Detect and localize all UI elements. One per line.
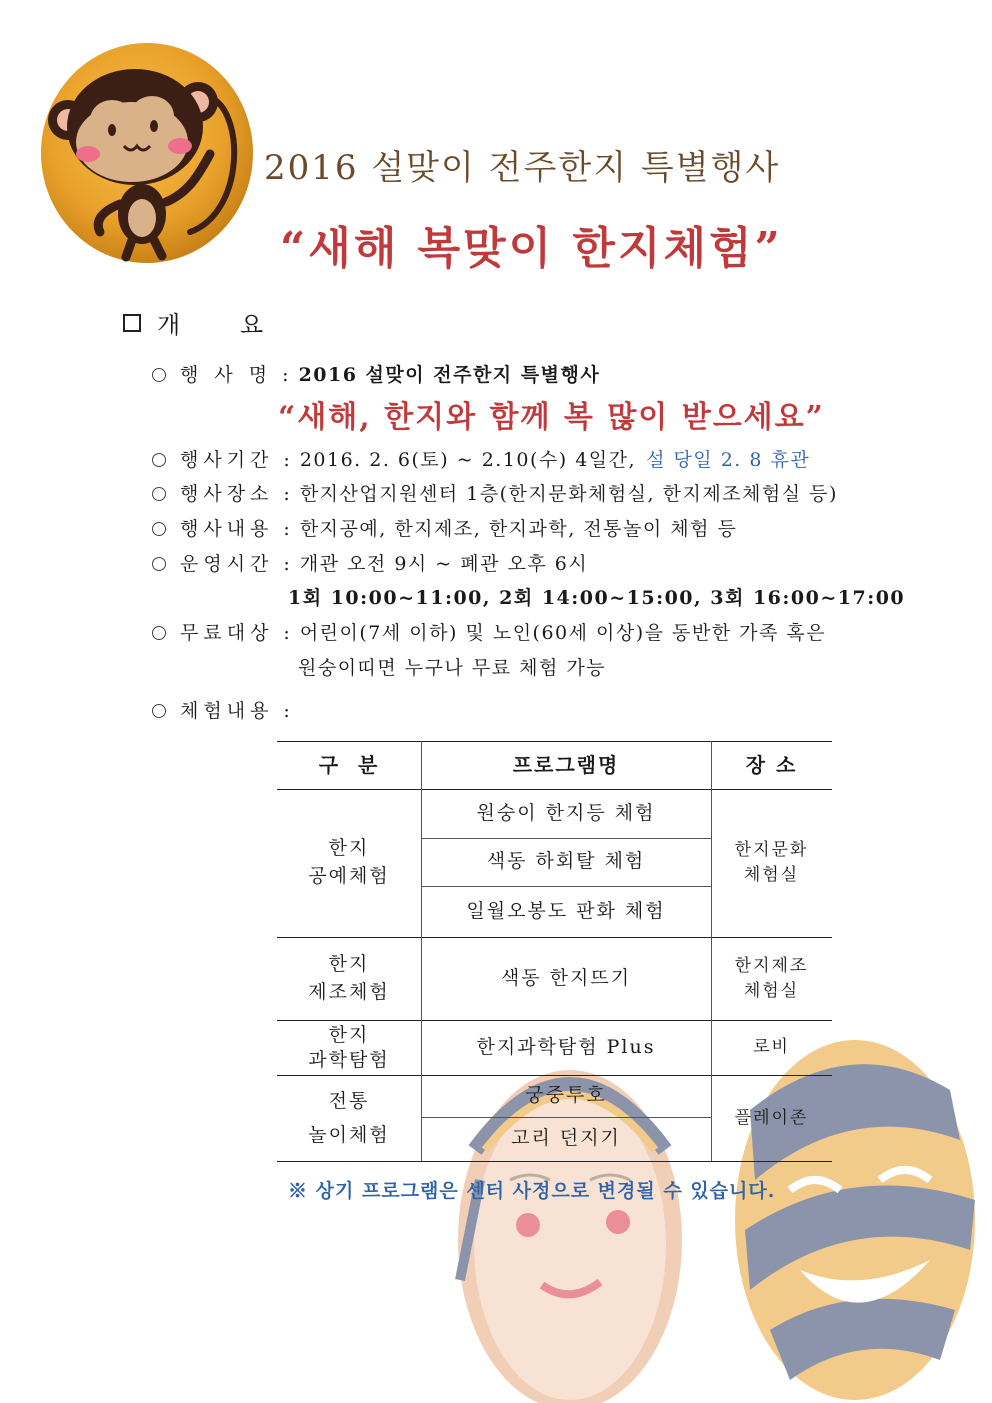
circle-bullet-icon: [152, 522, 166, 536]
overview-free: [152, 618, 826, 645]
table-category-cell: [277, 1075, 421, 1161]
circle-bullet-icon: [152, 557, 166, 571]
place-line: 체험실: [743, 980, 800, 1001]
event-title: 2016 설맞이 전주한지 특별행사: [264, 148, 781, 188]
free-value-continued: 원숭이띠면 누구나 무료 체험 가능: [298, 657, 607, 679]
event-subtitle: “새해 복맞이 한지체험”: [280, 223, 783, 274]
table-place-cell: 플레이존: [734, 1107, 809, 1128]
period-value: 2016. 2. 6(토) ~ 2.10(수) 4일간,: [299, 449, 637, 471]
table-program-cell: 색동 하회탈 체험: [486, 850, 646, 873]
overview-event-name: [152, 360, 600, 387]
table-rule: [277, 1161, 832, 1162]
overview-content: [152, 514, 737, 541]
colon: :: [283, 553, 290, 575]
table-program-cell: 색동 한지뜨기: [500, 966, 632, 989]
table-place-cell: 로비: [753, 1037, 790, 1058]
category-line: 한지: [328, 837, 370, 860]
monkey-lantern-image: [40, 42, 255, 264]
colon: :: [283, 483, 290, 505]
colon: :: [283, 518, 290, 540]
table-header-category: 구 분: [318, 752, 380, 777]
circle-bullet-icon: [152, 626, 166, 640]
content-label: 행사내용: [180, 518, 274, 540]
table-header-program: 프로그램명: [512, 752, 620, 777]
category-line: 제조체험: [308, 980, 390, 1003]
programs-label: 체험내용: [180, 700, 274, 722]
table-program-cell: 고리 던지기: [511, 1127, 621, 1150]
colon: :: [282, 364, 289, 386]
place-line: 한지제조: [734, 955, 809, 976]
table-category-cell: [277, 1020, 421, 1075]
table-place-cell: [711, 789, 832, 937]
checkbox-square-icon: [123, 314, 141, 332]
category-line: 전통: [328, 1089, 370, 1112]
section-heading-label: 개 요: [157, 311, 266, 339]
category-line: 한지: [328, 952, 370, 975]
footnote: ※ 상기 프로그램은 센터 사정으로 변경될 수 있습니다.: [288, 1180, 776, 1202]
table-header-place: 장 소: [745, 752, 798, 777]
place-line: 체험실: [743, 865, 800, 885]
venue-label: 행사장소: [180, 483, 274, 505]
table-category-cell: [277, 937, 421, 1020]
programs-table: [277, 741, 832, 1163]
free-label: 무료대상: [180, 622, 274, 644]
colon: :: [283, 622, 290, 644]
circle-bullet-icon: [152, 704, 166, 718]
overview-hours: [152, 549, 588, 576]
event-name-value: 2016 설맞이 전주한지 특별행사: [298, 364, 601, 386]
overview-programs: [152, 696, 300, 723]
table-program-cell: 한지과학탐험 Plus: [476, 1035, 656, 1058]
content-value: 한지공예, 한지제조, 한지과학, 전통놀이 체험 등: [299, 518, 738, 540]
period-label: 행사기간: [180, 449, 274, 471]
venue-value: 한지산업지원센터 1층(한지문화체험실, 한지제조체험실 등): [299, 483, 838, 505]
table-program-cell: 일월오봉도 판화 체험: [466, 899, 666, 922]
circle-bullet-icon: [152, 487, 166, 501]
overview-venue: [152, 479, 838, 506]
section-heading: [123, 305, 265, 340]
event-slogan: “새해, 한지와 함께 복 많이 받으세요”: [278, 400, 825, 435]
category-line: 놀이체험: [308, 1124, 390, 1146]
category-line: 공예체험: [308, 865, 390, 887]
table-program-cell: 궁중투호: [525, 1084, 607, 1107]
hours-sessions: 1회 10:00~11:00, 2회 14:00~15:00, 3회 16:00~17:00: [288, 587, 906, 609]
table-place-cell: [711, 937, 832, 1020]
event-name-label: 행 사 명: [180, 364, 273, 386]
table-program-cell: 원숭이 한지등 체험: [476, 801, 656, 824]
category-line: 한지: [328, 1023, 370, 1046]
hours-label: 운영시간: [180, 553, 274, 575]
free-value: 어린이(7세 이하) 및 노인(60세 이상)을 동반한 가족 혹은: [299, 622, 827, 644]
hours-value: 개관 오전 9시 ~ 폐관 오후 6시: [299, 553, 589, 575]
table-category-cell: [277, 789, 421, 937]
place-line: 한지문화: [734, 840, 809, 861]
period-closed-note: 설 당일 2. 8 휴관: [646, 449, 811, 471]
colon: :: [283, 700, 290, 722]
circle-bullet-icon: [152, 368, 166, 382]
circle-bullet-icon: [152, 453, 166, 467]
overview-period: [152, 445, 810, 472]
colon: :: [283, 449, 290, 471]
category-line: 과학탐험: [308, 1048, 390, 1071]
